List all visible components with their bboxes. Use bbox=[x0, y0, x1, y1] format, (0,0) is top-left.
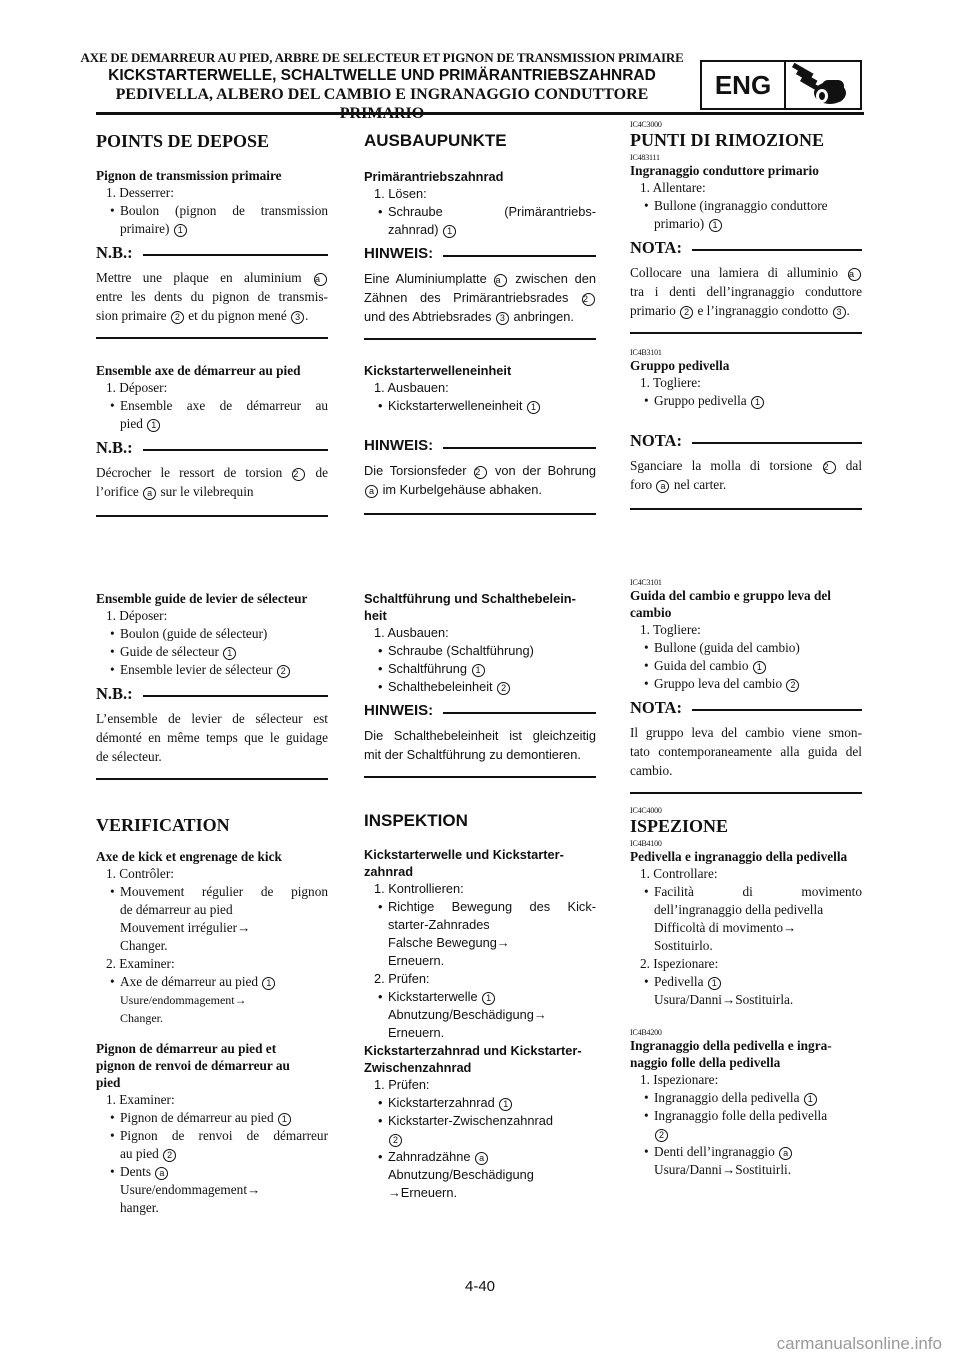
bullet-item: • Ingranaggio della pedivella 1 bbox=[630, 1089, 862, 1107]
step: 1. Togliere: bbox=[640, 622, 701, 637]
subsection-title: Kickstarterwelle und Kickstarter- bbox=[364, 847, 564, 862]
bullet-item: • Boulon (guide de sélecteur) bbox=[110, 626, 268, 641]
section-title: PUNTI DI RIMOZIONE bbox=[630, 130, 825, 150]
ref-code: IC4C3101 bbox=[630, 578, 662, 587]
note-box: NOTA: Sganciare la molla di torsione 2 dal foro a nel carter. bbox=[630, 432, 862, 510]
bullet-item: • Boulon (pignon de transmission bbox=[110, 203, 328, 218]
bullet-item: • Richtige Bewegung des Kick- bbox=[378, 899, 596, 914]
subsection-title-cont: cambio bbox=[630, 605, 672, 620]
section-title: POINTS DE DEPOSE bbox=[96, 131, 270, 151]
bullet-item-cont: primaire) 1 bbox=[96, 220, 328, 238]
section-ispezione bbox=[630, 806, 862, 1009]
subsection-title-cont: heit bbox=[364, 608, 387, 623]
bullet-item: • Schaltführung 1 bbox=[364, 660, 596, 678]
step: 1. Lösen: bbox=[374, 186, 427, 201]
section-inspektion bbox=[364, 810, 596, 1202]
bullet-item: • Schraube (Schaltführung) bbox=[378, 643, 534, 658]
watermark: carmanualsonline.info bbox=[776, 1334, 942, 1353]
subsection-title-cont: zahnrad bbox=[364, 864, 414, 879]
bullet-item: • Kickstarter-Zwischenzahnrad bbox=[378, 1113, 553, 1128]
subsection-title-cont: Zwischenzahnrad bbox=[364, 1060, 472, 1075]
bullet-item: • Pignon de démarreur au pied 1 bbox=[96, 1109, 328, 1127]
bullet-item-cont: de démarreur au pied bbox=[120, 902, 233, 917]
bullet-item-cont: Abnutzung/Beschädigung→ bbox=[388, 1007, 547, 1022]
step: 1. Allentare: bbox=[640, 180, 706, 195]
step: 1. Ispezionare: bbox=[640, 1072, 719, 1087]
note-box: N.B.: Décrocher le ressort de torsion 2 de l’orifice a sur le vilebrequin bbox=[96, 439, 328, 517]
section-kickstarterwelleneinheit bbox=[364, 362, 596, 515]
section-ausbaupunkte bbox=[364, 130, 596, 340]
section-guide-levier bbox=[96, 590, 328, 780]
bullet-item-cont: 2 bbox=[364, 1130, 596, 1148]
bullet-item-cont: Falsche Bewegung→ bbox=[388, 935, 510, 950]
section-pignon-demarreur bbox=[96, 1040, 328, 1217]
bullet-item-cont: Mouvement irrégulier→ bbox=[120, 920, 251, 935]
note-box bbox=[96, 244, 328, 339]
bullet-item-cont: Usura/Danni→Sostituirla. bbox=[654, 992, 794, 1007]
ref-code: IC4C4000 bbox=[630, 806, 662, 815]
step: 1. Déposer: bbox=[106, 380, 168, 395]
section-guida-del-cambio bbox=[630, 578, 862, 794]
header-title-fr: AXE DE DEMARREUR AU PIED, ARBRE DE SELECTEUR ET PIGNON DE TRANSMISSION PRIMAIRE bbox=[80, 50, 684, 65]
section-points-de-depose bbox=[96, 130, 328, 339]
bullet-item-cont: primario) 1 bbox=[630, 215, 862, 233]
bullet-item: • Mouvement régulier de pignon bbox=[110, 884, 328, 899]
engine-icon bbox=[786, 60, 862, 110]
subsection-title: Gruppo pedivella bbox=[630, 358, 730, 373]
ref-code: IC483111 bbox=[630, 153, 660, 162]
subsection-title-cont: pied bbox=[96, 1075, 121, 1090]
step: 1. Kontrollieren: bbox=[374, 881, 464, 896]
subsection-title: Ingranaggio della pedivella e ingra- bbox=[630, 1038, 832, 1053]
subsection-title: Kickstarterzahnrad und Kickstarter- bbox=[364, 1043, 582, 1058]
step: 1. Contrôler: bbox=[106, 866, 174, 881]
step: 1. Ausbauen: bbox=[374, 380, 449, 395]
bullet-item: • Ensemble levier de sélecteur 2 bbox=[96, 661, 328, 679]
bullet-item: • Facilità di movimento bbox=[644, 884, 862, 899]
step: 2. Prüfen: bbox=[374, 971, 430, 986]
ref-code: IC4C3000 bbox=[630, 120, 662, 129]
subsection-title-cont: pignon de renvoi de démarreur au bbox=[96, 1058, 290, 1073]
subsection-title: Primärantriebszahnrad bbox=[364, 169, 504, 184]
section-schaltfuehrung bbox=[364, 590, 596, 778]
header-title-de: KICKSTARTERWELLE, SCHALTWELLE UND PRIMÄRANTRIEBSZAHNRAD bbox=[108, 67, 656, 84]
section-ingranaggio-folle bbox=[630, 1028, 862, 1179]
bullet-item-cont: zahnrad) 1 bbox=[364, 221, 596, 239]
step: 1. Togliere: bbox=[640, 375, 701, 390]
header-title-it: PEDIVELLA, ALBERO DEL CAMBIO E INGRANAGGIO CONDUTTORE bbox=[115, 86, 649, 103]
subsection-title: Schaltführung und Schalthebelein- bbox=[364, 591, 576, 606]
subsection-title: Ensemble guide de levier de sélecteur bbox=[96, 591, 308, 606]
eng-badge: ENG bbox=[700, 60, 786, 110]
section-title: INSPEKTION bbox=[364, 811, 468, 830]
header-rule bbox=[96, 112, 864, 115]
subsection-title-cont: naggio folle della pedivella bbox=[630, 1055, 781, 1070]
bullet-item-cont: Usure/endommagement→ bbox=[120, 993, 247, 1007]
bullet-item: • Kickstarterzahnrad 1 bbox=[364, 1094, 596, 1112]
bullet-item-cont: Usure/endommagement→ bbox=[120, 1182, 261, 1197]
bullet-item-cont: au pied 2 bbox=[96, 1145, 328, 1163]
bullet-item: • Dents a bbox=[96, 1163, 328, 1181]
note-label: N.B.: bbox=[96, 243, 133, 262]
section-title: AUSBAUPUNKTE bbox=[364, 131, 507, 150]
section-title: ISPEZIONE bbox=[630, 816, 729, 836]
bullet-item: • Denti dell’ingranaggio a bbox=[630, 1143, 862, 1161]
bullet-item-cont: hanger. bbox=[120, 1200, 159, 1215]
bullet-item-cont: Abnutzung/Beschädigung bbox=[388, 1167, 534, 1182]
note-box: NOTA: Il gruppo leva del cambio viene smon- tato contemporaneamente alla guida del cambio. bbox=[630, 699, 862, 794]
bullet-item-cont: pied 1 bbox=[96, 415, 328, 433]
subsection-title: Pignon de démarreur au pied et bbox=[96, 1041, 277, 1056]
step: 1. Ausbauen: bbox=[374, 625, 449, 640]
note-text: Mettre une plaque en aluminium a entre les dents du pignon de transmis- sion primaire 2 et du pignon mené 3 . bbox=[96, 270, 328, 323]
note-box: NOTA: Collocare una lamiera di alluminio a tra i denti dell’ingranaggio conduttore primario 2 e l’ingranaggio condotto 3 . bbox=[630, 239, 862, 334]
bullet-item: • Kickstarterwelleneinheit 1 bbox=[364, 397, 596, 415]
bullet-item-cont: Changer. bbox=[120, 938, 168, 953]
step: 2. Ispezionare: bbox=[640, 956, 719, 971]
bullet-item: • Schalthebeleinheit 2 bbox=[364, 678, 596, 696]
bullet-item: • Bullone (guida del cambio) bbox=[644, 640, 800, 655]
bullet-item-cont: starter-Zahnrades bbox=[388, 917, 490, 932]
subsection-title: Kickstarterwelleneinheit bbox=[364, 363, 512, 378]
step: 1. Controllare: bbox=[640, 866, 718, 881]
bullet-item: • Pedivella 1 bbox=[630, 973, 862, 991]
page-number: 4-40 bbox=[464, 1278, 496, 1295]
step: 1. Prüfen: bbox=[374, 1077, 430, 1092]
bullet-item-cont: 2 bbox=[630, 1125, 862, 1143]
bullet-item: • Guide de sélecteur 1 bbox=[96, 643, 328, 661]
step: 2. Examiner: bbox=[106, 956, 175, 971]
subsection-title: Ensemble axe de démarreur au pied bbox=[96, 363, 301, 378]
note-box: HINWEIS: Eine Aluminiumplatte a zwischen den Zähnen des Primärantriebsrades 2 und des Abtriebsrades 3 anbringen. bbox=[364, 245, 596, 340]
ref-code: IC4B3101 bbox=[630, 348, 662, 357]
callout-1: 1 bbox=[174, 224, 187, 237]
bullet-item: • Bullone (ingranaggio conduttore bbox=[644, 198, 828, 213]
bullet-item-cont: Changer. bbox=[120, 1011, 163, 1025]
section-ensemble-axe bbox=[96, 362, 328, 517]
bullet-item: • Kickstarterwelle 1 bbox=[364, 988, 596, 1006]
section-verification bbox=[96, 814, 328, 1027]
step: 1. Desserrer: bbox=[106, 185, 174, 200]
bullet-item: • Gruppo leva del cambio 2 bbox=[630, 675, 862, 693]
subsection-title: Axe de kick et engrenage de kick bbox=[96, 849, 282, 864]
bullet-item: • Ingranaggio folle della pedivella bbox=[644, 1108, 828, 1123]
section-punti-di-rimozione bbox=[630, 120, 862, 334]
bullet-item-cont: Sostituirlo. bbox=[654, 938, 713, 953]
bullet-item-cont: →Erneuern. bbox=[388, 1185, 457, 1200]
note-box: HINWEIS: Die Schalthebeleinheit ist gleichzeitig mit der Schaltführung zu demontieren. bbox=[364, 702, 596, 778]
bullet-item: • Schraube (Primärantriebs- bbox=[378, 204, 596, 219]
callout-a: a bbox=[314, 273, 327, 286]
bullet-item: • Gruppo pedivella 1 bbox=[630, 392, 862, 410]
section-title: VERIFICATION bbox=[96, 815, 230, 835]
note-box: N.B.: L’ensemble de levier de sélecteur est démonté en même temps que le guidage de sélecteur. bbox=[96, 685, 328, 780]
bullet-item-cont: Difficoltà di movimento→ bbox=[654, 920, 797, 935]
subsection-title: Guida del cambio e gruppo leva del bbox=[630, 588, 831, 603]
bullet-item-cont: Erneuern. bbox=[388, 953, 445, 968]
bullet-item: • Zahnradzähne a bbox=[364, 1148, 596, 1166]
bullet-item-cont: Usura/Danni→Sostituirli. bbox=[654, 1162, 792, 1177]
bullet-item-cont: dell’ingranaggio della pedivella bbox=[654, 902, 824, 917]
ref-code: IC4B4200 bbox=[630, 1028, 662, 1037]
note-box: HINWEIS: Die Torsionsfeder 2 von der Bohrung a im Kurbelgehäuse abhaken. bbox=[364, 437, 596, 515]
bullet-item-cont: Erneuern. bbox=[388, 1025, 445, 1040]
bullet-item: • Axe de démarreur au pied 1 bbox=[96, 973, 328, 991]
step: 1. Examiner: bbox=[106, 1092, 175, 1107]
subsection-title: Pignon de transmission primaire bbox=[96, 168, 282, 183]
bullet-item: • Guida del cambio 1 bbox=[630, 657, 862, 675]
ref-code: IC4B4100 bbox=[630, 839, 662, 848]
bullet-item: • Ensemble axe de démarreur au bbox=[110, 398, 328, 413]
bullet-item: • Pignon de renvoi de démarreur bbox=[110, 1128, 328, 1143]
section-gruppo-pedivella bbox=[630, 348, 862, 510]
subsection-title: Ingranaggio conduttore primario bbox=[630, 163, 819, 178]
step: 1. Déposer: bbox=[106, 608, 168, 623]
subsection-title: Pedivella e ingranaggio della pedivella bbox=[630, 849, 848, 864]
